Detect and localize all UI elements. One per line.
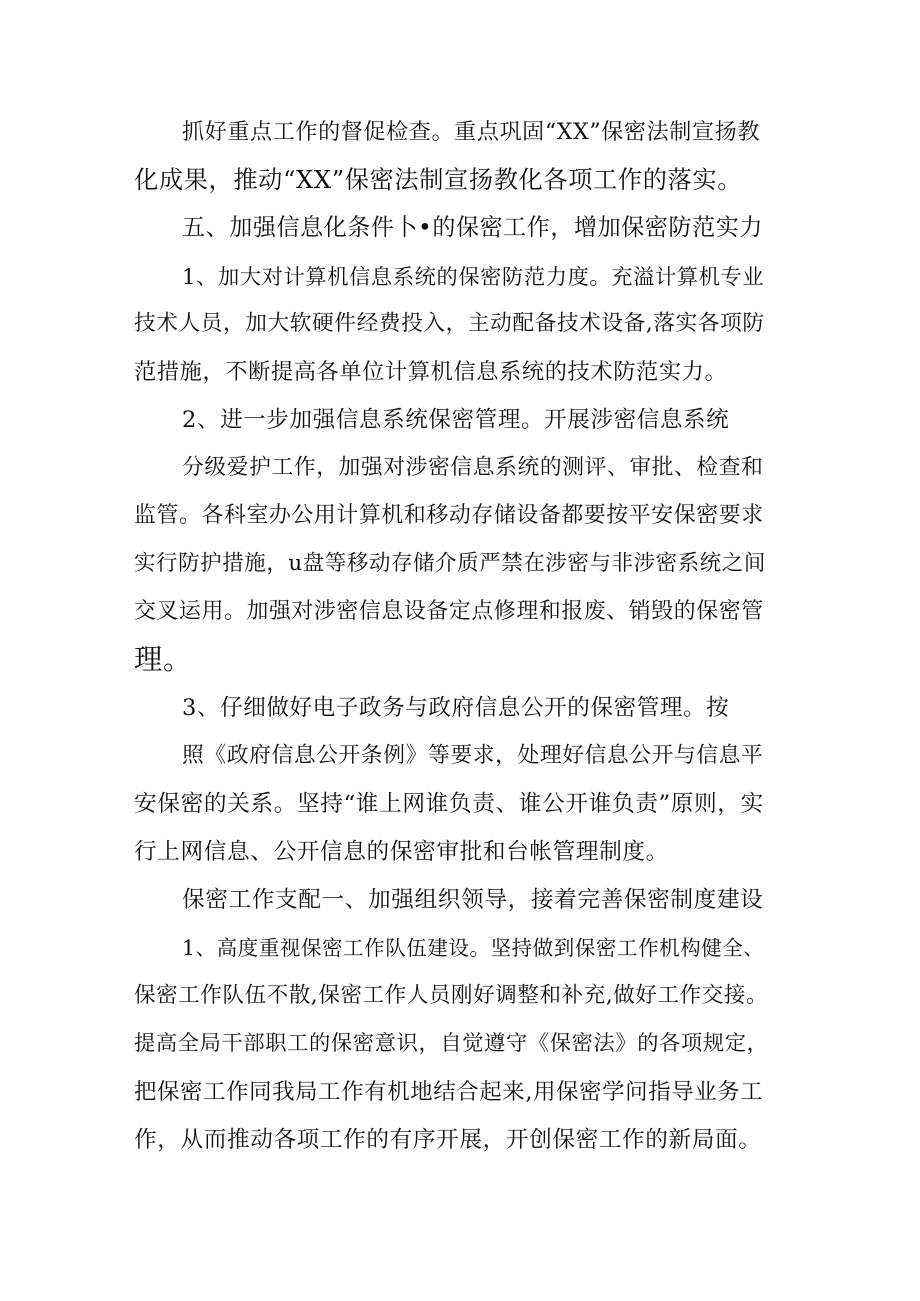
text-line: 化成果，推动“XX”保密法制宣扬教化各项工作的落实。 xyxy=(134,165,743,194)
text-line: 作，从而推动各项工作的有序开展，开创保密工作的新局面。 xyxy=(134,1127,762,1153)
section-heading: 保密工作支配一、加强组织领导，接着完善保密制度建设 xyxy=(182,887,764,913)
text-line: 行上网信息、公开信息的保密审批和台帐管理制度。 xyxy=(134,839,669,865)
text-line: 1、加大对计算机信息系统的保密防范力度。充溢计算机专业 xyxy=(182,265,765,290)
text-line: 交叉运用。加强对涉密信息设备定点修理和报废、销毁的保密管 xyxy=(134,599,764,624)
text-line: 实行防护措施，u盘等移动存储介质严禁在涉密与非涉密系统之间 xyxy=(134,551,766,576)
text-line: 分级爱护工作，加强对涉密信息系统的测评、审批、检查和 xyxy=(182,455,764,480)
text-line: 提高全局干部职工的保密意识，自觉遵守《保密法》的各项规定， xyxy=(134,1031,769,1056)
text-line: 技术人员，加大软硬件经费投入，主动配备技术设备,落实各项防 xyxy=(134,311,765,336)
text-line: 范措施，不断提高各单位计算机信息系统的技术防范实力。 xyxy=(134,359,728,385)
text-line: 安保密的关系。坚持“谁上网谁负责、谁公开谁负责”原则，实 xyxy=(134,791,764,817)
text-line: 监管。各科室办公用计算机和移动存储设备都要按平安保密要求 xyxy=(134,503,764,528)
text-line: 2、进一步加强信息系统保密管理。开展涉密信息系统 xyxy=(182,407,730,433)
text-line: 把保密工作同我局工作有机地结合起来,用保密学问指导业务工 xyxy=(134,1079,764,1105)
text-line: 保密工作队伍不散,保密工作人员刚好调整和补充,做好工作交接。 xyxy=(134,983,769,1008)
text-line: 照《政府信息公开条例》等要求，处理好信息公开与信息平 xyxy=(182,743,764,768)
text-line: 理。 xyxy=(134,643,193,676)
section-heading: 五、加强信息化条件卜•的保密工作，增加保密防范实力 xyxy=(182,215,763,241)
text-line: 3、仔细做好电子政务与政府信息公开的保密管理。按 xyxy=(182,695,730,721)
text-line: 抓好重点工作的督促检查。重点巩固“XX”保密法制宣扬教 xyxy=(182,119,761,145)
text-line: 1、高度重视保密工作队伍建设。坚持做到保密工作机构健全、 xyxy=(182,936,765,960)
